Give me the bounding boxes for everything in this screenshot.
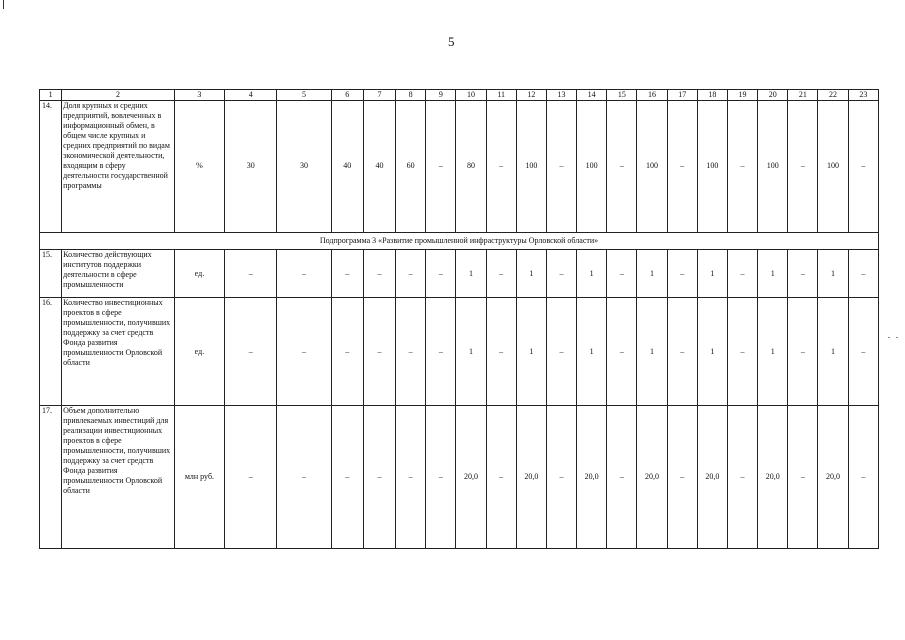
value-cell: 1 bbox=[697, 249, 727, 297]
value-cell: 20,0 bbox=[577, 406, 607, 549]
value-cell: – bbox=[546, 101, 576, 233]
header-cell: 1 bbox=[40, 90, 62, 101]
indicator-row bbox=[40, 249, 879, 297]
value-cell: – bbox=[486, 298, 516, 406]
row-number: 17. bbox=[40, 406, 62, 549]
header-cell: 5 bbox=[277, 90, 331, 101]
value-cell: 1 bbox=[456, 298, 486, 406]
header-cell: 14 bbox=[577, 90, 607, 101]
page-number: 5 bbox=[448, 34, 455, 49]
value-cell: 100 bbox=[577, 101, 607, 233]
value-cell: – bbox=[546, 249, 576, 297]
value-cell: – bbox=[727, 101, 757, 233]
scan-speck bbox=[896, 337, 898, 338]
value-cell: – bbox=[788, 298, 818, 406]
header-cell: 9 bbox=[426, 90, 456, 101]
value-cell: – bbox=[396, 298, 426, 406]
header-cell: 20 bbox=[758, 90, 788, 101]
value-cell: – bbox=[426, 298, 456, 406]
value-cell: – bbox=[486, 101, 516, 233]
header-cell: 15 bbox=[607, 90, 637, 101]
value-cell: 100 bbox=[758, 101, 788, 233]
value-cell: 80 bbox=[456, 101, 486, 233]
value-cell: – bbox=[363, 249, 395, 297]
value-cell: 20,0 bbox=[758, 406, 788, 549]
value-cell: – bbox=[486, 249, 516, 297]
value-cell: 100 bbox=[516, 101, 546, 233]
value-cell: – bbox=[546, 298, 576, 406]
value-cell: – bbox=[607, 101, 637, 233]
value-cell: 1 bbox=[637, 249, 667, 297]
unit-cell: ед. bbox=[174, 249, 224, 297]
value-cell: – bbox=[607, 406, 637, 549]
subprogram-row bbox=[40, 232, 879, 249]
value-cell: – bbox=[848, 249, 878, 297]
value-cell: 1 bbox=[577, 249, 607, 297]
value-cell: – bbox=[546, 406, 576, 549]
value-cell: – bbox=[426, 249, 456, 297]
value-cell: – bbox=[667, 101, 697, 233]
row-number: 14. bbox=[40, 101, 62, 233]
value-cell: – bbox=[486, 406, 516, 549]
indicator-row bbox=[40, 101, 879, 233]
value-cell: – bbox=[788, 406, 818, 549]
value-cell: 100 bbox=[818, 101, 848, 233]
row-number: 16. bbox=[40, 298, 62, 406]
unit-cell: % bbox=[174, 101, 224, 233]
value-cell: 1 bbox=[758, 249, 788, 297]
value-cell: 1 bbox=[637, 298, 667, 406]
value-cell: – bbox=[667, 406, 697, 549]
header-row bbox=[40, 90, 879, 101]
header-cell: 16 bbox=[637, 90, 667, 101]
value-cell: – bbox=[225, 249, 277, 297]
indicator-name: Количество действующих институтов поддержки деятельности в сфере промышленности bbox=[62, 249, 175, 297]
value-cell: 20,0 bbox=[456, 406, 486, 549]
value-cell: – bbox=[727, 298, 757, 406]
header-cell: 11 bbox=[486, 90, 516, 101]
value-cell: – bbox=[426, 101, 456, 233]
header-cell: 4 bbox=[225, 90, 277, 101]
header-cell: 23 bbox=[848, 90, 878, 101]
value-cell: 1 bbox=[516, 298, 546, 406]
value-cell: – bbox=[607, 298, 637, 406]
value-cell: 20,0 bbox=[818, 406, 848, 549]
value-cell: 30 bbox=[225, 101, 277, 233]
value-cell: – bbox=[331, 298, 363, 406]
header-cell: 22 bbox=[818, 90, 848, 101]
value-cell: – bbox=[607, 249, 637, 297]
value-cell: 100 bbox=[637, 101, 667, 233]
indicators-table bbox=[39, 89, 879, 549]
value-cell: – bbox=[848, 298, 878, 406]
value-cell: 30 bbox=[277, 101, 331, 233]
header-cell: 2 bbox=[62, 90, 175, 101]
value-cell: – bbox=[667, 298, 697, 406]
value-cell: 1 bbox=[758, 298, 788, 406]
subprogram-title: Подпрограмма 3 «Развитие промышленной инфраструктуры Орловской области» bbox=[40, 232, 879, 249]
header-cell: 7 bbox=[363, 90, 395, 101]
value-cell: 60 bbox=[396, 101, 426, 233]
scan-speck bbox=[888, 337, 890, 338]
value-cell: – bbox=[225, 406, 277, 549]
header-cell: 21 bbox=[788, 90, 818, 101]
value-cell: 20,0 bbox=[516, 406, 546, 549]
value-cell: 40 bbox=[331, 101, 363, 233]
value-cell: – bbox=[848, 101, 878, 233]
scan-edge-mark bbox=[3, 0, 4, 9]
value-cell: 40 bbox=[363, 101, 395, 233]
value-cell: – bbox=[277, 406, 331, 549]
header-cell: 12 bbox=[516, 90, 546, 101]
header-cell: 6 bbox=[331, 90, 363, 101]
header-cell: 18 bbox=[697, 90, 727, 101]
value-cell: – bbox=[788, 249, 818, 297]
value-cell: – bbox=[331, 406, 363, 549]
value-cell: 1 bbox=[818, 249, 848, 297]
indicator-row bbox=[40, 406, 879, 549]
header-cell: 13 bbox=[546, 90, 576, 101]
value-cell: – bbox=[667, 249, 697, 297]
value-cell: – bbox=[363, 406, 395, 549]
value-cell: 1 bbox=[818, 298, 848, 406]
unit-cell: ед. bbox=[174, 298, 224, 406]
value-cell: – bbox=[277, 249, 331, 297]
value-cell: – bbox=[727, 406, 757, 549]
header-cell: 10 bbox=[456, 90, 486, 101]
value-cell: 1 bbox=[456, 249, 486, 297]
row-number: 15. bbox=[40, 249, 62, 297]
value-cell: – bbox=[848, 406, 878, 549]
value-cell: – bbox=[331, 249, 363, 297]
indicator-name: Количество инвестиционных проектов в сфере промышленности, получивших поддержку за счет средств Фонда развития промышленности Орловской области bbox=[62, 298, 175, 406]
indicator-name: Доля крупных и средних предприятий, вовлеченных в информационный обмен, в общем числе крупных и средних предприятий по видам экономической деятельности, входящим в сферу деятельности государственной программы bbox=[62, 101, 175, 233]
value-cell: 1 bbox=[697, 298, 727, 406]
header-cell: 19 bbox=[727, 90, 757, 101]
value-cell: 20,0 bbox=[637, 406, 667, 549]
value-cell: – bbox=[277, 298, 331, 406]
value-cell: – bbox=[426, 406, 456, 549]
value-cell: 1 bbox=[516, 249, 546, 297]
value-cell: – bbox=[225, 298, 277, 406]
value-cell: 20,0 bbox=[697, 406, 727, 549]
value-cell: 1 bbox=[577, 298, 607, 406]
indicator-row bbox=[40, 298, 879, 406]
header-cell: 8 bbox=[396, 90, 426, 101]
value-cell: – bbox=[727, 249, 757, 297]
value-cell: – bbox=[396, 406, 426, 549]
indicator-name: Объем дополнительно привлекаемых инвестиций для реализации инвестиционных проектов в сфере промышленности, получивших поддержку за счет средств Фонда развития промышленности Орловской области bbox=[62, 406, 175, 549]
value-cell: – bbox=[788, 101, 818, 233]
value-cell: – bbox=[396, 249, 426, 297]
value-cell: 100 bbox=[697, 101, 727, 233]
header-cell: 17 bbox=[667, 90, 697, 101]
unit-cell: млн руб. bbox=[174, 406, 224, 549]
value-cell: – bbox=[363, 298, 395, 406]
header-cell: 3 bbox=[174, 90, 224, 101]
